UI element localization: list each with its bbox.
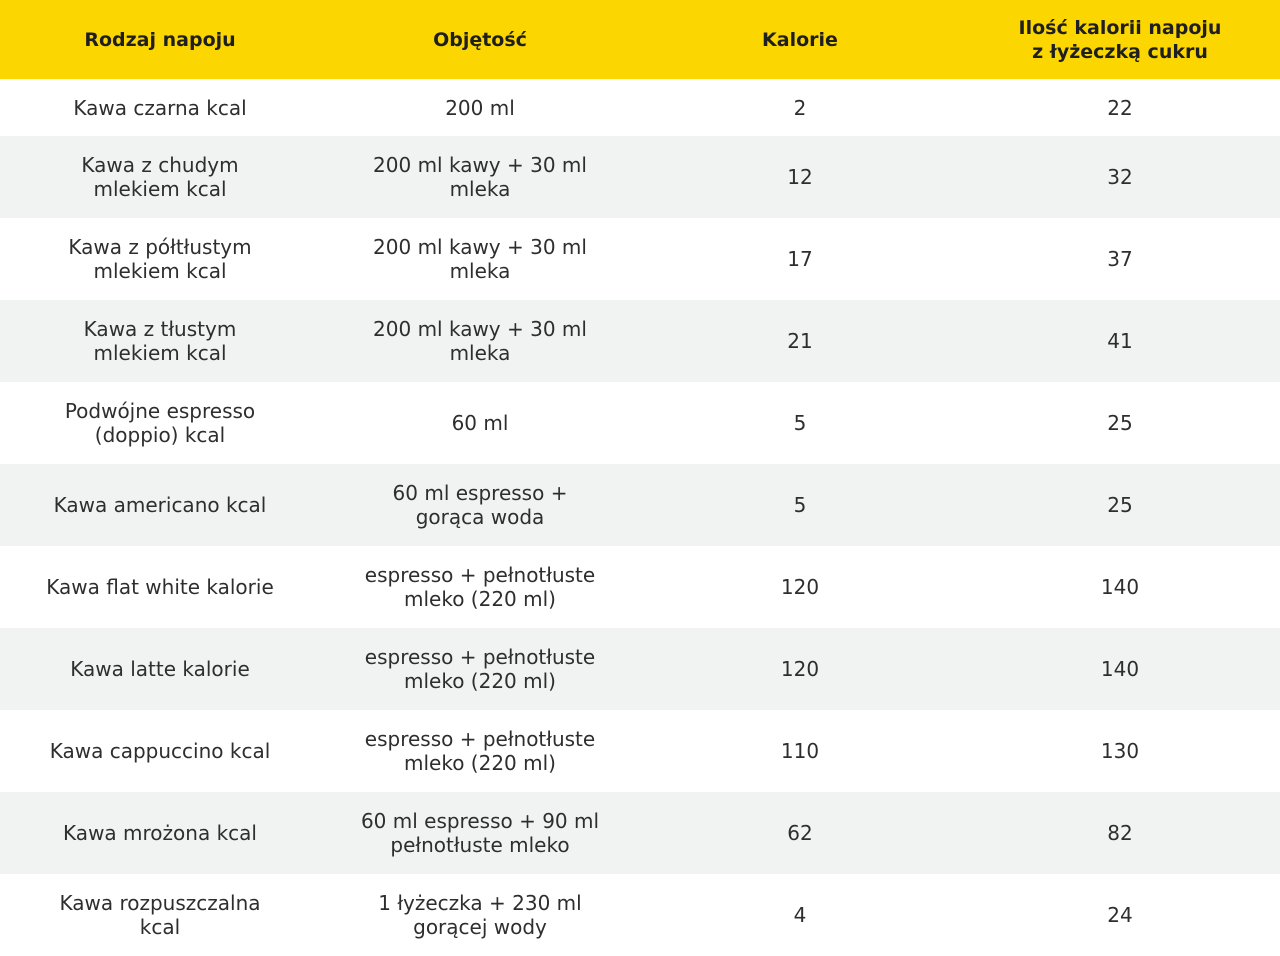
volume-cell: 1 łyżeczka + 230 ml gorącej wody (378, 891, 582, 939)
volume-cell: 60 ml espresso + 90 ml pełnotłuste mleko (360, 809, 600, 857)
table-row (0, 546, 1280, 628)
calories-cell: 2 (793, 95, 807, 120)
drink-name-cell: Kawa mrożona kcal (63, 821, 257, 845)
drink-name-cell: Kawa flat white kalorie (46, 575, 274, 599)
calories-cell: 110 (780, 739, 820, 763)
calories-cell: 62 (787, 821, 813, 845)
drink-name-cell: Kawa cappuccino kcal (49, 739, 271, 763)
header-drink-type: Rodzaj napoju (84, 28, 236, 51)
table-header (0, 0, 1280, 79)
calories-with-sugar-cell: 37 (1107, 247, 1133, 271)
header-volume: Objętość (433, 28, 527, 51)
volume-cell: espresso + pełnotłuste mleko (220 ml) (364, 727, 596, 775)
drink-name-cell: Kawa rozpuszczalna kcal (59, 891, 261, 939)
table-row (0, 628, 1280, 710)
drink-name-cell: Kawa czarna kcal (73, 95, 247, 120)
calories-cell: 5 (793, 493, 807, 517)
header-calories: Kalorie (762, 28, 838, 51)
calories-with-sugar-cell: 22 (1107, 95, 1133, 120)
volume-cell: 60 ml (451, 411, 509, 435)
drink-name-cell: Kawa latte kalorie (70, 657, 250, 681)
volume-cell: espresso + pełnotłuste mleko (220 ml) (364, 645, 596, 693)
calories-with-sugar-cell: 25 (1107, 493, 1133, 517)
volume-cell: 200 ml kawy + 30 ml mleka (373, 235, 587, 283)
calories-cell: 21 (787, 329, 813, 353)
calories-with-sugar-cell: 82 (1107, 821, 1133, 845)
calories-with-sugar-cell: 24 (1107, 903, 1133, 927)
header-calories-with-sugar: Ilość kalorii napoju z łyżeczką cukru (1018, 16, 1222, 63)
calories-cell: 12 (787, 165, 813, 189)
volume-cell: 200 ml (445, 95, 515, 120)
volume-cell: 200 ml kawy + 30 ml mleka (373, 153, 587, 201)
drink-name-cell: Kawa z półtłustym mlekiem kcal (68, 235, 252, 283)
table-row (0, 300, 1280, 382)
calories-with-sugar-cell: 25 (1107, 411, 1133, 435)
calories-with-sugar-cell: 140 (1100, 657, 1140, 681)
table-row (0, 710, 1280, 792)
drink-name-cell: Kawa z chudym mlekiem kcal (81, 153, 239, 201)
table-row (0, 382, 1280, 464)
drink-name-cell: Podwójne espresso (doppio) kcal (64, 399, 256, 447)
table-row (0, 136, 1280, 218)
calories-cell: 4 (793, 903, 807, 927)
table-row (0, 79, 1280, 136)
calories-with-sugar-cell: 140 (1100, 575, 1140, 599)
table-row (0, 874, 1280, 956)
volume-cell: 200 ml kawy + 30 ml mleka (373, 317, 587, 365)
calories-with-sugar-cell: 32 (1107, 165, 1133, 189)
table-row (0, 218, 1280, 300)
table-body (0, 79, 1280, 956)
calories-cell: 5 (793, 411, 807, 435)
calories-with-sugar-cell: 41 (1107, 329, 1133, 353)
header-row (0, 0, 1280, 79)
calories-cell: 120 (780, 575, 820, 599)
volume-cell: espresso + pełnotłuste mleko (220 ml) (364, 563, 596, 611)
calories-cell: 17 (787, 247, 813, 271)
drink-name-cell: Kawa z tłustym mlekiem kcal (83, 317, 237, 365)
table-row (0, 792, 1280, 874)
drink-name-cell: Kawa americano kcal (53, 493, 267, 517)
volume-cell: 60 ml espresso + gorąca woda (392, 481, 568, 529)
table-row (0, 464, 1280, 546)
calories-cell: 120 (780, 657, 820, 681)
calories-with-sugar-cell: 130 (1100, 739, 1140, 763)
